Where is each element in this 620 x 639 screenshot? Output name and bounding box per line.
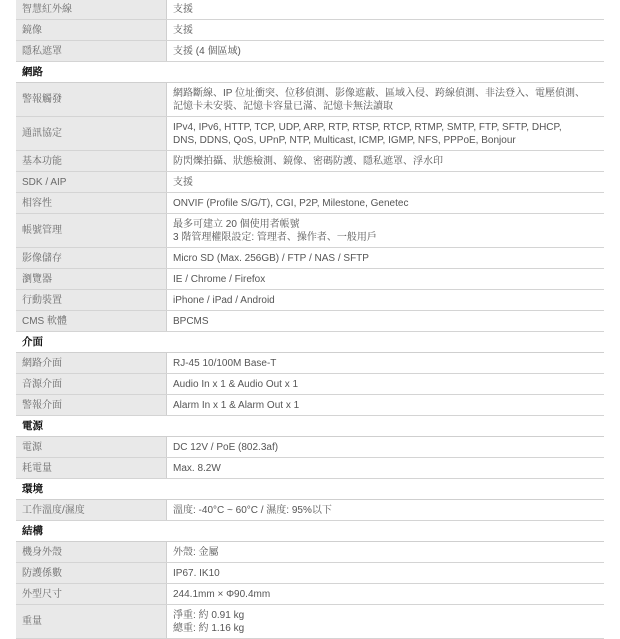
spec-label: 工作溫度/濕度 (16, 500, 167, 521)
spec-value (167, 193, 605, 214)
spec-value-line: DC 12V / PoE (802.3af) (173, 441, 279, 453)
spec-label: 機身外殼 (16, 542, 167, 563)
spec-value (167, 20, 605, 41)
spec-value-line: 淨重: 約 0.91 kg (173, 609, 245, 621)
spec-row (16, 458, 604, 479)
spec-value (167, 214, 605, 248)
spec-row (16, 395, 604, 416)
spec-value (167, 0, 605, 20)
spec-label: 影像儲存 (16, 248, 167, 269)
spec-value (167, 151, 605, 172)
spec-row (16, 584, 604, 605)
spec-value (167, 584, 605, 605)
spec-value-line: 總重: 約 1.16 kg (173, 622, 245, 634)
spec-row (16, 151, 604, 172)
spec-table-body (16, 0, 604, 639)
spec-label: 網路介面 (16, 353, 167, 374)
spec-row (16, 311, 604, 332)
section-header (16, 521, 604, 542)
spec-value (167, 269, 605, 290)
spec-label: 智慧紅外線 (16, 0, 167, 20)
spec-label: 外型尺寸 (16, 584, 167, 605)
spec-value (167, 117, 605, 151)
section-title: 結構 (16, 521, 604, 542)
spec-value (167, 353, 605, 374)
spec-value-line: 記憶卡未安裝、記憶卡容量已滿、記憶卡無法讀取 (173, 100, 393, 112)
spec-row (16, 437, 604, 458)
section-header (16, 479, 604, 500)
spec-value-line: 3 階管理權限設定: 管理者、操作者、一般用戶 (173, 231, 377, 243)
spec-label: 通訊協定 (16, 117, 167, 151)
spec-value-line: 網路斷線、IP 位址衝突、位移偵測、影像遮蔽、區域入侵、跨線偵測、非法登入、電壓偵測、 (173, 87, 586, 99)
spec-label: 警報觸發 (16, 83, 167, 117)
section-header (16, 332, 604, 353)
spec-value-line: 溫度: -40°C ~ 60°C / 濕度: 95%以下 (173, 504, 332, 516)
spec-value-line: ONVIF (Profile S/G/T), CGI, P2P, Milestone, Genetec (173, 197, 409, 209)
spec-value-line: BPCMS (173, 315, 209, 327)
spec-value (167, 542, 605, 563)
spec-value-line: Max. 8.2W (173, 462, 221, 474)
spec-label: 警報介面 (16, 395, 167, 416)
section-title: 介面 (16, 332, 604, 353)
spec-label: 耗電量 (16, 458, 167, 479)
spec-row (16, 542, 604, 563)
spec-value-line: 支援 (173, 24, 193, 36)
spec-row (16, 605, 604, 639)
spec-row (16, 172, 604, 193)
spec-row (16, 117, 604, 151)
spec-row (16, 214, 604, 248)
spec-value-line: Audio In x 1 & Audio Out x 1 (173, 378, 299, 390)
spec-value (167, 311, 605, 332)
spec-label: 隱私遮罩 (16, 41, 167, 62)
spec-value (167, 500, 605, 521)
spec-value (167, 395, 605, 416)
spec-label: 瀏覽器 (16, 269, 167, 290)
spec-value-line: IP67. IK10 (173, 567, 220, 579)
spec-value (167, 41, 605, 62)
spec-value (167, 83, 605, 117)
spec-value-line: IE / Chrome / Firefox (173, 273, 266, 285)
spec-value (167, 458, 605, 479)
spec-value (167, 248, 605, 269)
spec-row (16, 20, 604, 41)
spec-label: SDK / AIP (16, 172, 167, 193)
spec-value (167, 563, 605, 584)
spec-label: 防護係數 (16, 563, 167, 584)
spec-row (16, 41, 604, 62)
spec-value-line: RJ-45 10/100M Base-T (173, 357, 277, 369)
spec-label: 相容性 (16, 193, 167, 214)
spec-row (16, 374, 604, 395)
spec-value-line: 244.1mm × Φ90.4mm (173, 588, 271, 600)
spec-value (167, 605, 605, 639)
spec-value-line: 支援 (4 個區域) (173, 45, 241, 57)
spec-value-line: 支援 (173, 3, 193, 15)
spec-value-line: Alarm In x 1 & Alarm Out x 1 (173, 399, 300, 411)
spec-label: 帳號管理 (16, 214, 167, 248)
spec-value (167, 437, 605, 458)
spec-value-line: 最多可建立 20 個使用者帳號 (173, 218, 300, 230)
spec-label: 基本功能 (16, 151, 167, 172)
spec-row (16, 248, 604, 269)
spec-row (16, 83, 604, 117)
spec-row (16, 269, 604, 290)
spec-value-line: 外殼: 金屬 (173, 546, 219, 558)
spec-value-line: IPv4, IPv6, HTTP, TCP, UDP, ARP, RTP, RTSP, RTCP, RTMP, SMTP, FTP, SFTP, DHCP, (173, 121, 562, 133)
section-header (16, 62, 604, 83)
spec-label: CMS 軟體 (16, 311, 167, 332)
spec-value-line: Micro SD (Max. 256GB) / FTP / NAS / SFTP (173, 252, 369, 264)
spec-row (16, 500, 604, 521)
spec-label: 電源 (16, 437, 167, 458)
section-title: 電源 (16, 416, 604, 437)
spec-value (167, 290, 605, 311)
spec-value-line: iPhone / iPad / Android (173, 294, 275, 306)
spec-row (16, 353, 604, 374)
spec-label: 音源介面 (16, 374, 167, 395)
spec-value-line: DNS, DDNS, QoS, UPnP, NTP, Multicast, ICMP, IGMP, NFS, PPPoE, Bonjour (173, 134, 516, 146)
spec-row (16, 563, 604, 584)
spec-label: 行動裝置 (16, 290, 167, 311)
spec-table (16, 0, 604, 639)
spec-label: 重量 (16, 605, 167, 639)
spec-value (167, 374, 605, 395)
section-title: 環境 (16, 479, 604, 500)
spec-value-line: 支援 (173, 176, 193, 188)
section-title: 網路 (16, 62, 604, 83)
spec-value (167, 172, 605, 193)
spec-value-line: 防閃爍拍攝、狀態檢測、鏡像、密碼防護、隱私遮罩、浮水印 (173, 155, 443, 167)
section-header (16, 416, 604, 437)
spec-row (16, 0, 604, 20)
spec-row (16, 290, 604, 311)
spec-row (16, 193, 604, 214)
spec-label: 鏡像 (16, 20, 167, 41)
